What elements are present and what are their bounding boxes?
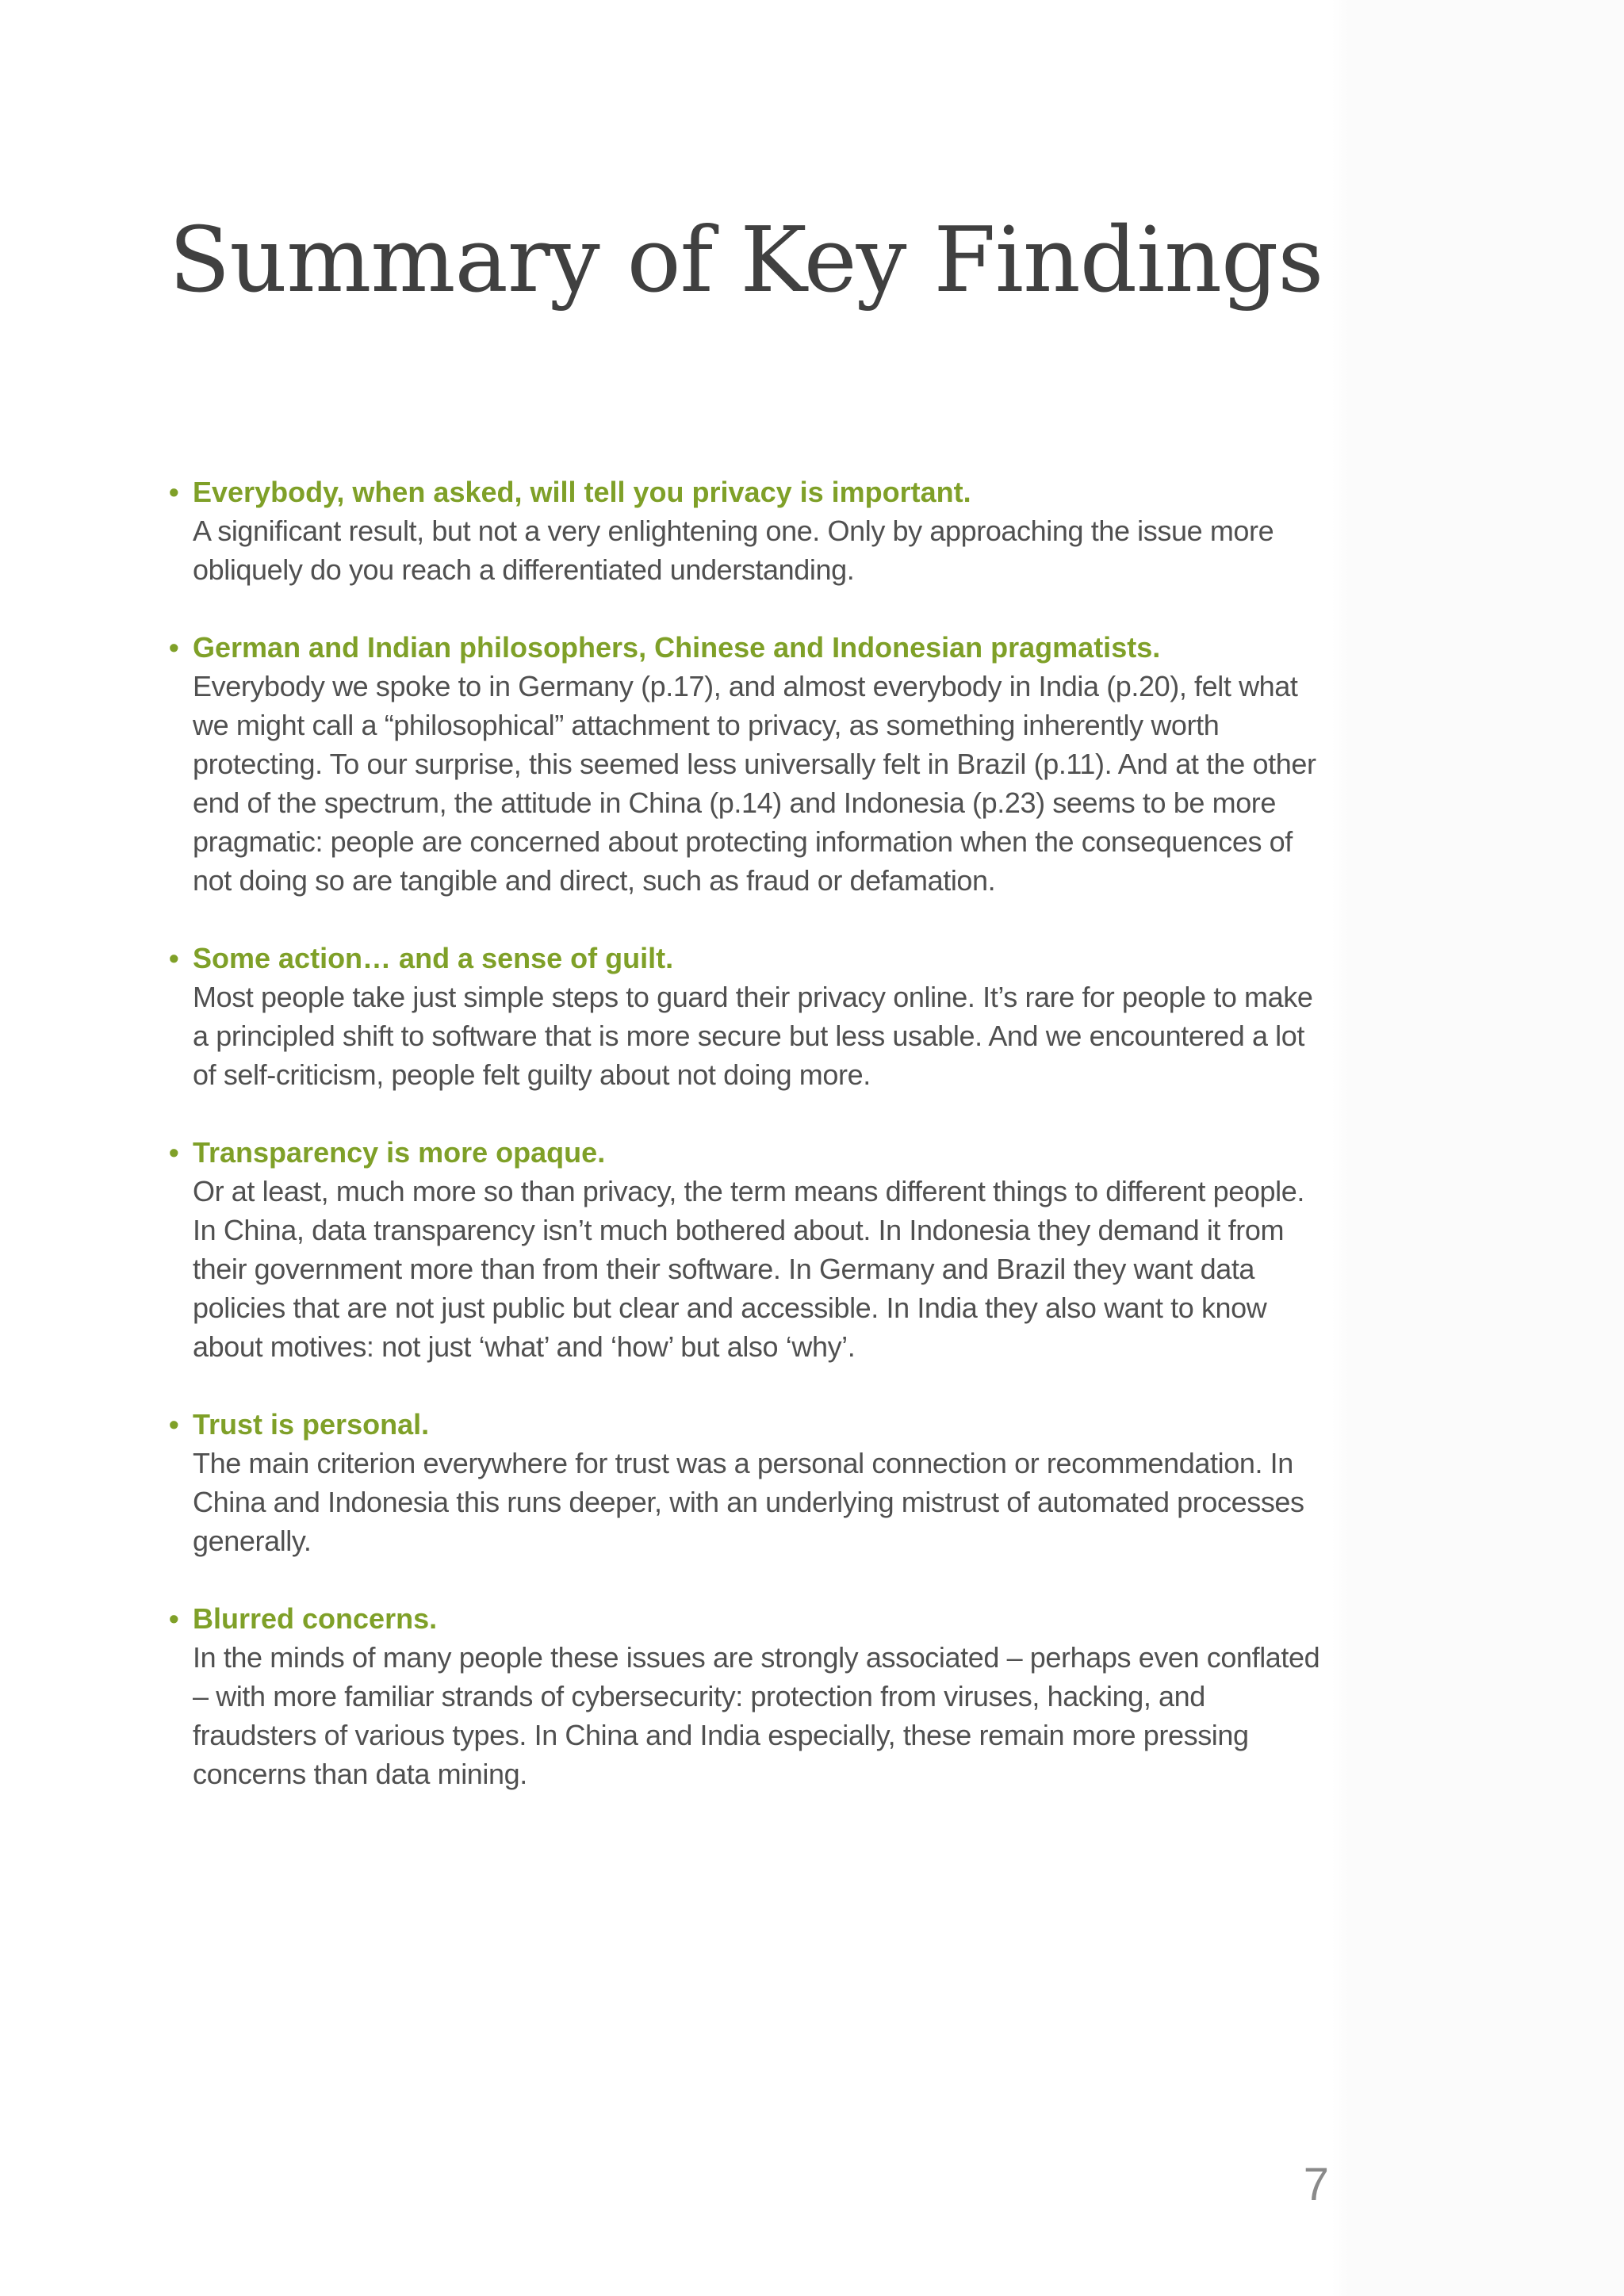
finding-item <box>169 1405 1335 1560</box>
finding-body: Most people take just simple steps to guard their privacy online. It’s rare for people to make a principled shift to software that is more secure but less usable. And we encountered a lot of self-criticism, people felt guilty about not doing more. <box>193 981 1313 1091</box>
bullet-icon: • <box>169 476 179 508</box>
finding-heading-text: Blurred concerns. <box>193 1602 438 1635</box>
finding-body: In the minds of many people these issues are strongly associated – perhaps even conflated – with more familiar strands of cybersecurity: protection from viruses, hacking, and fraudsters of various types. In China and India especially, these remain more pressing concerns than data mining. <box>193 1641 1320 1790</box>
page-number: 7 <box>1303 2159 1329 2210</box>
finding-heading-text: Everybody, when asked, will tell you privacy is important. <box>193 476 971 508</box>
bullet-icon: • <box>169 1602 179 1635</box>
bullet-icon: • <box>169 1408 179 1441</box>
finding-heading <box>169 1405 1335 1444</box>
findings-list <box>169 473 1335 1832</box>
page-title: Summary of Key Findings <box>169 208 1323 312</box>
finding-body: A significant result, but not a very enlightening one. Only by approaching the issue more obliquely do you reach a differentiated understanding. <box>193 515 1274 586</box>
finding-item <box>169 628 1335 900</box>
finding-heading <box>169 1599 1335 1638</box>
bullet-icon: • <box>169 942 179 974</box>
finding-item <box>169 939 1335 1094</box>
bullet-icon: • <box>169 631 179 664</box>
finding-heading <box>169 1133 1335 1172</box>
finding-item <box>169 473 1335 589</box>
finding-heading-text: Transparency is more opaque. <box>193 1136 606 1169</box>
finding-heading <box>169 473 1335 511</box>
finding-heading-text: German and Indian philosophers, Chinese and Indonesian pragmatists. <box>193 631 1161 664</box>
finding-body: Or at least, much more so than privacy, the term means different things to different people. In China, data transparency isn’t much bothered about. In Indonesia they demand it from their government more than from their software. In Germany and Brazil they want data policies that are not just public but clear and accessible. In India they also want to know about motives: not just ‘what’ and ‘how’ but also ‘why’. <box>193 1175 1304 1363</box>
finding-heading <box>169 628 1335 667</box>
finding-item <box>169 1599 1335 1793</box>
finding-item <box>169 1133 1335 1366</box>
finding-body: Everybody we spoke to in Germany (p.17), and almost everybody in India (p.20), felt what we might call a “philosophical” attachment to privacy, as something inherently worth protecting. To our surprise, this seemed less universally felt in Brazil (p.11). And at the other end of the spectrum, the attitude in China (p.14) and Indonesia (p.23) seems to be more pragmatic: people are concerned about protecting information when the consequences of not doing so are tangible and direct, such as fraud or defamation. <box>193 670 1316 897</box>
finding-heading-text: Some action… and a sense of guilt. <box>193 942 674 974</box>
finding-heading <box>169 939 1335 978</box>
bullet-icon: • <box>169 1136 179 1169</box>
finding-heading-text: Trust is personal. <box>193 1408 430 1441</box>
finding-body: The main criterion everywhere for trust was a personal connection or recommendation. In China and Indonesia this runs deeper, with an underlying mistrust of automated processes generally. <box>193 1447 1304 1557</box>
